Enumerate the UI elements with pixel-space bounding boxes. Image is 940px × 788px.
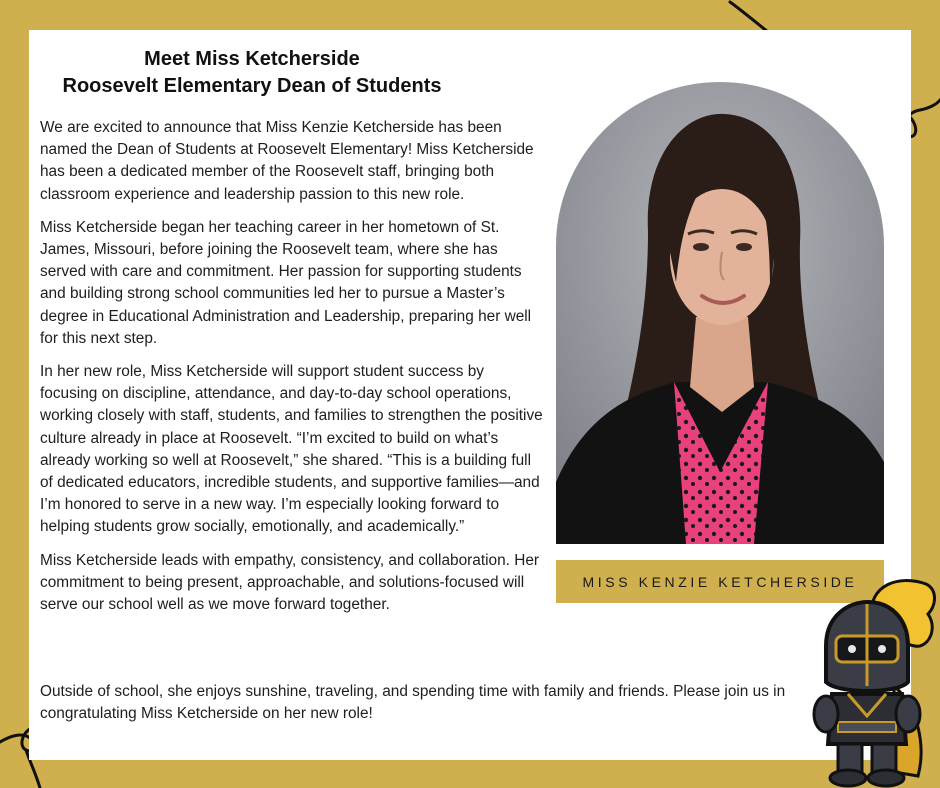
announcement-body <box>40 117 544 627</box>
name-caption-text: MISS KENZIE KETCHERSIDE <box>582 573 858 590</box>
paragraph-announcement: We are excited to announce that Miss Kenzie Ketcherside has been named the Dean of Students at Roosevelt Elementary! Miss Ketcherside has been a dedicated member of the Roosevelt staff, bringing both classroom experience and leadership passion to this new role. <box>40 119 534 203</box>
paragraph-closing: Outside of school, she enjoys sunshine, traveling, and spending time with family and friends. Please join us in congratulating Miss Ketcherside on her new role! <box>40 683 786 723</box>
paragraph-new-role: In her new role, Miss Ketcherside will support student success by focusing on discipline, attendance, and day-to-day school operations, working closely with staff, students, and families to strengthen the positive culture already in place at Roosevelt. “I’m excited to build on what’s already working so well at Roosevelt,” she shared. “This is a building full of dedicated educators, incredible students, and supportive families—and I’m honored to serve in a new way. I’m especially looking forward to helping students grow socially, emotionally, and academically.” <box>40 363 543 536</box>
knight-mascot-icon <box>808 576 940 788</box>
paragraph-career: Miss Ketcherside began her teaching career in her hometown of St. James, Missouri, before joining the Roosevelt team, where she has served with care and commitment. Her passion for supporting students and building strong school communities led her to pursue a Master’s degree in Educational Administration and Leadership, preparing her well for this next step. <box>40 218 532 347</box>
portrait-photo <box>556 82 884 544</box>
page-title <box>29 46 475 100</box>
portrait-illustration <box>556 82 884 544</box>
announcement-card <box>29 30 911 760</box>
closing-body <box>40 681 800 725</box>
paragraph-leadership: Miss Ketcherside leads with empathy, consistency, and collaboration. Her commitment to being present, approachable, and solutions-focused will serve our school well as we move forward together. <box>40 551 540 614</box>
title-line-2: Roosevelt Elementary Dean of Students <box>62 75 442 97</box>
title-line-1: Meet Miss Ketcherside <box>144 48 360 70</box>
